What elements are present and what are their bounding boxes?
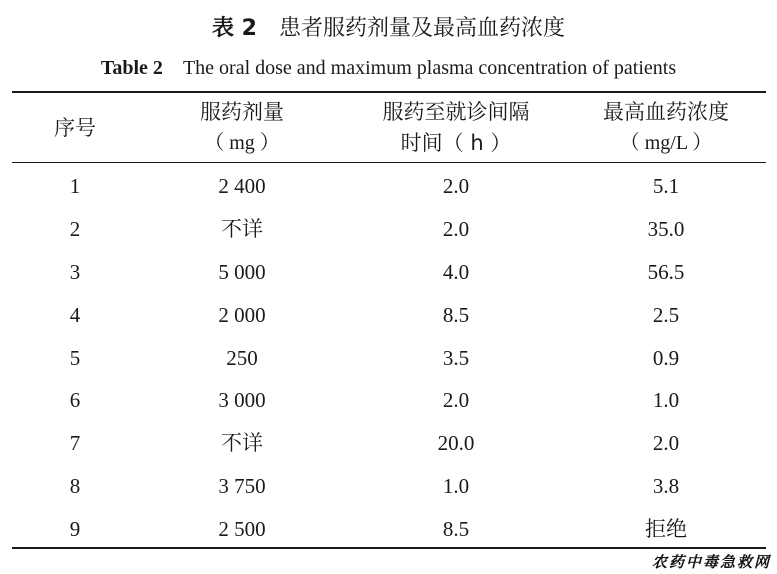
header-cell-interval (346, 96, 566, 160)
cell-concentration: 5.1 (652, 174, 680, 198)
cell-dose: 250 (226, 345, 258, 370)
table-row (12, 294, 766, 337)
cell-index: 2 (69, 216, 81, 241)
cell-dose: 不详 (221, 431, 263, 456)
header-interval-unit: 时间（ h ） (400, 131, 512, 155)
table-title-english-text: The oral dose and maximum plasma concentration of patients (182, 57, 677, 79)
cell-dose: 2 400 (218, 174, 266, 198)
header-interval-label: 服药至就诊间隔 (382, 100, 530, 124)
table-row (12, 465, 766, 508)
cell-dose: 2 000 (218, 302, 266, 327)
header-dose-unit: （ mg ） (204, 132, 280, 154)
table-row (12, 508, 766, 551)
cell-index: 6 (69, 388, 81, 413)
table-title-english (0, 54, 777, 82)
table-row (12, 379, 766, 422)
table-row (12, 337, 766, 380)
table-header-row (12, 96, 766, 160)
cell-interval: 8.5 (442, 517, 470, 542)
table-top-rule (12, 91, 766, 93)
cell-dose: 3 750 (218, 474, 266, 499)
table-title-chinese-text: 患者服药剂量及最高血药浓度 (278, 16, 565, 41)
cell-index: 7 (69, 431, 81, 456)
header-concentration-label: 最高血药浓度 (603, 100, 729, 124)
cell-index: 3 (69, 259, 81, 284)
cell-dose: 2 500 (218, 517, 266, 542)
watermark-logo: 农药中毒急救网 (651, 553, 771, 571)
cell-index: 8 (69, 474, 81, 499)
cell-dose: 3 000 (218, 388, 266, 413)
table-row (12, 422, 766, 465)
cell-interval: 3.5 (442, 345, 470, 370)
cell-concentration: 拒绝 (645, 517, 687, 542)
cell-concentration: 1.0 (652, 388, 680, 413)
table-row (12, 208, 766, 251)
table-header-rule (12, 162, 766, 163)
header-concentration-unit: （ mg/L ） (619, 132, 713, 154)
header-cell-concentration (566, 96, 766, 160)
table-title-chinese (0, 14, 777, 44)
header-dose-label: 服药剂量 (200, 100, 284, 124)
header-index-label: 序号 (54, 115, 96, 140)
cell-concentration: 0.9 (652, 345, 680, 370)
cell-interval: 2.0 (442, 388, 470, 413)
cell-concentration: 2.0 (652, 431, 680, 456)
cell-interval: 4.0 (442, 259, 470, 284)
header-cell-index (12, 96, 138, 160)
cell-concentration: 35.0 (647, 216, 685, 241)
header-cell-dose (138, 96, 346, 160)
cell-index: 4 (69, 302, 81, 327)
cell-interval: 1.0 (442, 474, 470, 499)
cell-concentration: 56.5 (647, 259, 685, 284)
cell-dose: 5 000 (218, 259, 266, 284)
cell-interval: 20.0 (437, 431, 475, 456)
cell-interval: 2.0 (442, 174, 470, 198)
cell-index: 9 (69, 517, 81, 542)
table-number-chinese: 表 2 (212, 16, 257, 41)
cell-concentration: 3.8 (652, 474, 680, 499)
cell-concentration: 2.5 (652, 302, 680, 327)
cell-index: 1 (69, 174, 81, 198)
table-row (12, 251, 766, 294)
cell-interval: 2.0 (442, 216, 470, 241)
cell-dose: 不详 (221, 216, 263, 241)
cell-interval: 8.5 (442, 302, 470, 327)
table-number-english: Table 2 (100, 57, 163, 79)
table-row (12, 165, 766, 208)
table-body (12, 165, 766, 551)
cell-index: 5 (69, 345, 81, 370)
table-bottom-rule (12, 547, 766, 549)
